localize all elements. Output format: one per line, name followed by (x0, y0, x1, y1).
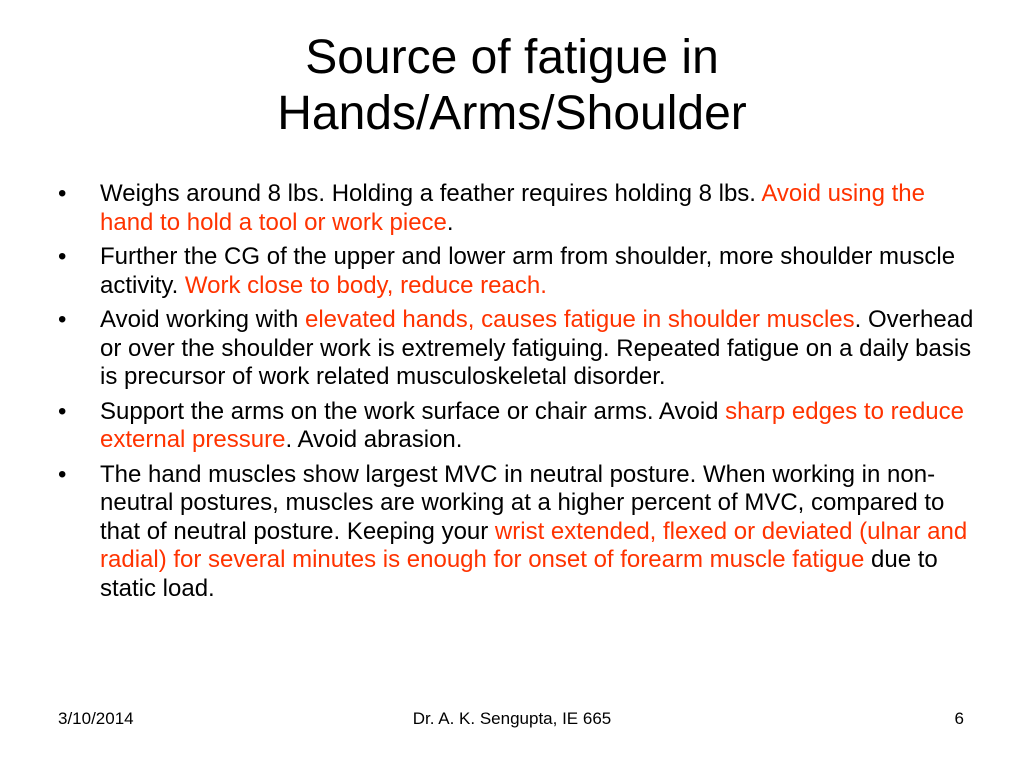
bullet-highlight: Avoid using the hand to hold a tool or work piece (100, 180, 925, 236)
bullet-highlight: Work close to body, reduce reach. (184, 271, 547, 299)
bullet-dot-icon: • (58, 397, 67, 425)
bullet-text: Support the arms on the work surface or chair arms. Avoid (100, 397, 726, 425)
bullet-dot-icon: • (58, 306, 67, 333)
bullet-highlight: elevated hands, causes fatigue in shoulder muscles (304, 306, 855, 333)
bullet-list (58, 180, 978, 609)
bullet-highlight: sharp edges to reduce external pressure (100, 397, 964, 453)
bullet-dot-icon: • (58, 243, 67, 270)
title-line-2: Hands/Arms/Shoulder (277, 87, 747, 140)
bullet-item-3 (58, 306, 978, 392)
bullet-item-5 (58, 461, 978, 604)
bullet-item-2 (58, 243, 978, 300)
bullet-text: Avoid working with (100, 306, 305, 333)
title-line-1: Source of fatigue in (305, 31, 719, 84)
slide-title (0, 30, 1024, 142)
footer-author: Dr. A. K. Sengupta, IE 665 (412, 709, 612, 728)
bullet-text: Further the CG of the upper and lower arm from shoulder, more shoulder muscle activity. (100, 243, 956, 299)
bullet-item-4 (58, 398, 978, 455)
footer-date: 3/10/2014 (58, 709, 134, 728)
bullet-text: Weighs around 8 lbs. Holding a feather requires holding 8 lbs. (100, 180, 762, 207)
footer-page-number: 6 (954, 709, 964, 728)
bullet-dot-icon: • (58, 180, 67, 207)
bullet-text: . (446, 208, 454, 236)
bullet-highlight: wrist extended, flexed or deviated (ulnar and radial) for several minutes is enough for onset of forearm muscle fatigue (100, 517, 968, 573)
bullet-text: . Overhead or over the shoulder work is extremely fatiguing. Repeated fatigue on a daily basis is precursor of work related musculoskeletal disorder. (100, 306, 974, 390)
bullet-text: . Avoid abrasion. (285, 426, 463, 453)
bullet-text: The hand muscles show largest MVC in neutral posture. When working in non-neutral postures, muscles are working at a higher percent of MVC, compared to that of neutral posture. Keeping your (100, 460, 945, 545)
bullet-item-1 (58, 180, 978, 237)
bullet-text: due to static load. (100, 546, 938, 602)
bullet-dot-icon: • (58, 460, 67, 488)
